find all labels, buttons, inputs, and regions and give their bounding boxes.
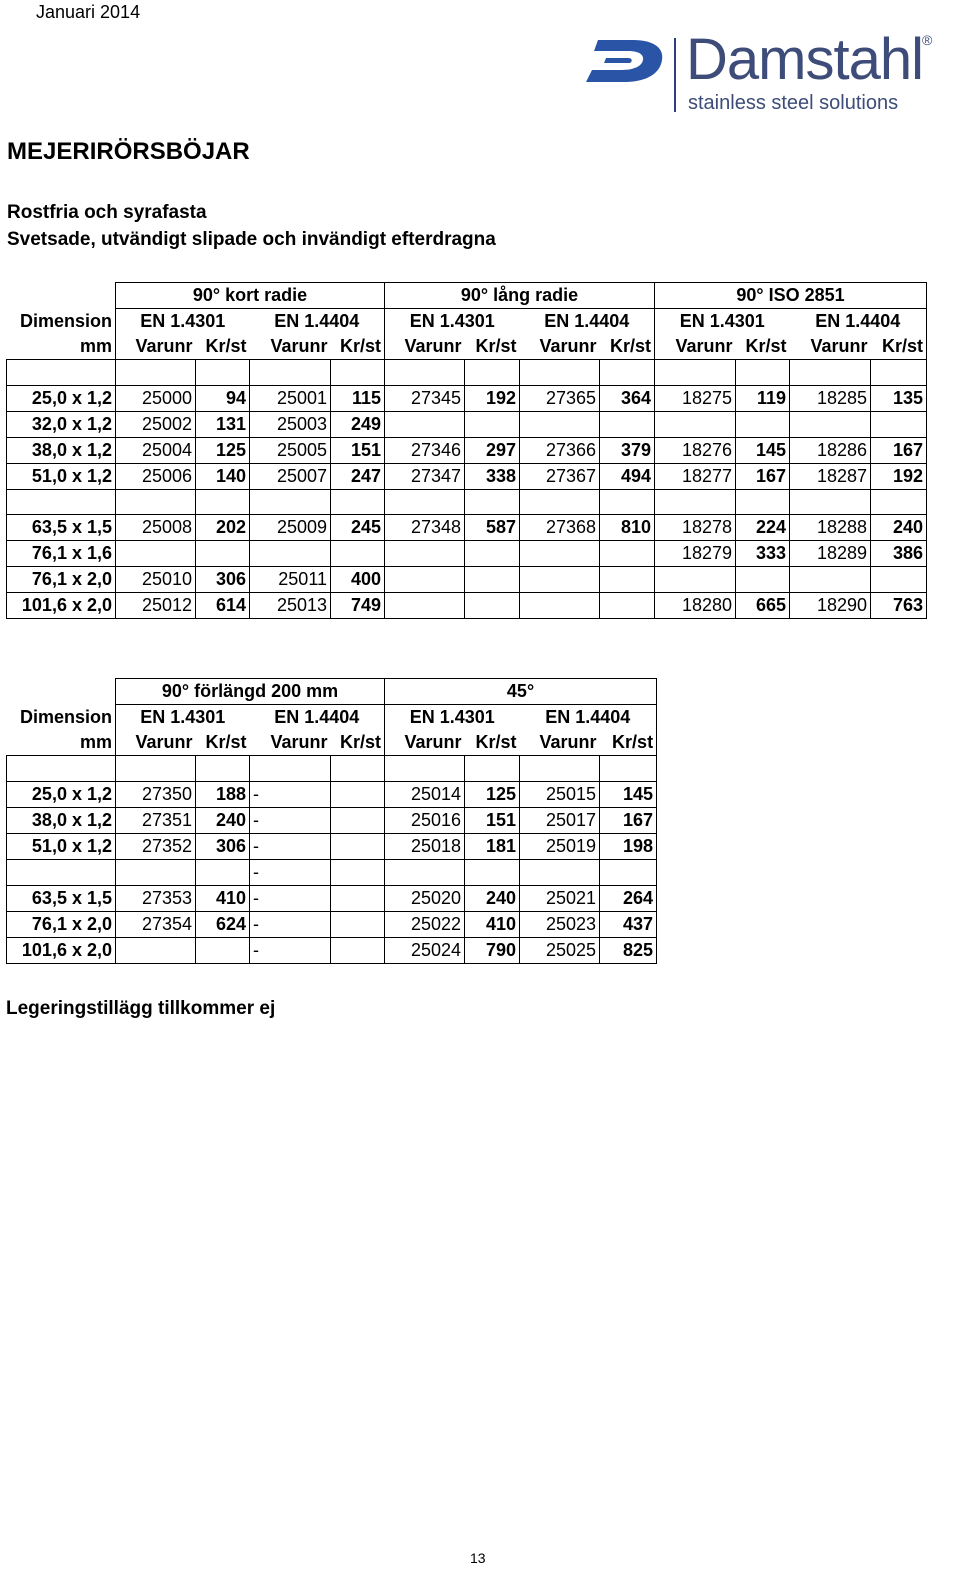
price-cell: 167 <box>871 437 927 463</box>
table-body <box>7 756 657 964</box>
price-cell: 264 <box>600 885 657 911</box>
varunr-cell <box>250 541 331 567</box>
table-row <box>7 781 657 807</box>
group-header: 90° lång radie <box>385 283 655 309</box>
varunr-cell <box>655 567 736 593</box>
subtitle-line-1: Rostfria och syrafasta <box>7 202 207 223</box>
varunr-cell: 25002 <box>116 411 196 437</box>
varunr-cell: 25014 <box>385 781 465 807</box>
dimension-cell: 51,0 x 1,2 <box>7 833 116 859</box>
group-header: 90° förlängd 200 mm <box>116 679 385 705</box>
varunr-cell <box>520 489 600 515</box>
price-cell: 115 <box>331 385 385 411</box>
price-cell: 240 <box>871 515 927 541</box>
dimension-cell: 51,0 x 1,2 <box>7 463 116 489</box>
varunr-cell <box>116 859 196 885</box>
dimension-cell <box>7 756 116 782</box>
price-cell: 140 <box>196 463 250 489</box>
price-cell: 810 <box>600 515 655 541</box>
table-row <box>7 937 657 963</box>
dimension-header: Dimension <box>19 706 112 727</box>
damstahl-mark-icon <box>582 36 666 88</box>
price-cell: 94 <box>196 385 250 411</box>
varunr-cell <box>116 541 196 567</box>
material-header: EN 1.4404 <box>274 707 360 727</box>
price-cell <box>736 567 790 593</box>
varunr-cell: 27368 <box>520 515 600 541</box>
dimension-header: Dimension <box>19 310 112 331</box>
price-cell <box>331 781 385 807</box>
dimension-cell: 25,0 x 1,2 <box>7 385 116 411</box>
price-header: Kr/st <box>196 334 250 360</box>
price-cell <box>600 567 655 593</box>
column-header-row <box>7 334 927 360</box>
material-header: EN 1.4301 <box>655 309 790 335</box>
price-cell <box>465 360 520 386</box>
varunr-header: Varunr <box>520 334 600 360</box>
price-header: Kr/st <box>736 334 790 360</box>
varunr-cell: 25009 <box>250 515 331 541</box>
price-cell <box>600 859 657 885</box>
varunr-cell: 25017 <box>520 807 600 833</box>
price-header: Kr/st <box>465 334 520 360</box>
material-header: EN 1.4404 <box>790 309 927 335</box>
varunr-header: Varunr <box>655 334 736 360</box>
price-table-extended-bends <box>6 678 657 964</box>
price-cell: 192 <box>871 463 927 489</box>
dimension-cell: 63,5 x 1,5 <box>7 885 116 911</box>
price-cell: 192 <box>465 385 520 411</box>
price-cell: 587 <box>465 515 520 541</box>
varunr-cell <box>116 360 196 386</box>
material-header: EN 1.4404 <box>520 705 657 731</box>
price-cell <box>196 756 250 782</box>
varunr-cell: 27351 <box>116 807 196 833</box>
varunr-cell: 25025 <box>520 937 600 963</box>
varunr-header: Varunr <box>520 730 600 756</box>
price-cell: 306 <box>196 833 250 859</box>
empty-cell <box>7 679 116 705</box>
varunr-cell: 25020 <box>385 885 465 911</box>
varunr-cell <box>520 567 600 593</box>
varunr-cell: 25006 <box>116 463 196 489</box>
varunr-cell <box>520 859 600 885</box>
varunr-cell: 25023 <box>520 911 600 937</box>
price-cell: 437 <box>600 911 657 937</box>
varunr-cell: 27348 <box>385 515 465 541</box>
price-cell <box>600 593 655 619</box>
table-row <box>7 489 927 515</box>
varunr-cell: 25003 <box>250 411 331 437</box>
price-header: Kr/st <box>331 334 385 360</box>
empty-cell <box>7 283 116 309</box>
varunr-cell: 25004 <box>116 437 196 463</box>
varunr-cell: 25001 <box>250 385 331 411</box>
price-cell <box>871 567 927 593</box>
table-row <box>7 437 927 463</box>
price-cell: 249 <box>331 411 385 437</box>
dash-cell: - <box>250 859 331 885</box>
dimension-cell <box>7 489 116 515</box>
subtitle-line-2: Svetsade, utvändigt slipade och invändigt efterdragna <box>7 229 496 250</box>
varunr-cell <box>520 756 600 782</box>
price-cell: 131 <box>196 411 250 437</box>
varunr-cell: 18275 <box>655 385 736 411</box>
price-header: Kr/st <box>331 730 385 756</box>
price-cell: 188 <box>196 781 250 807</box>
material-header: EN 1.4301 <box>385 309 520 335</box>
price-cell: 247 <box>331 463 385 489</box>
logo-divider <box>674 38 676 112</box>
varunr-cell: 18290 <box>790 593 871 619</box>
price-cell: 333 <box>736 541 790 567</box>
group-header: 90° kort radie <box>116 283 385 309</box>
price-cell <box>196 859 250 885</box>
price-header: Kr/st <box>465 730 520 756</box>
price-cell: 825 <box>600 937 657 963</box>
varunr-header: Varunr <box>250 334 331 360</box>
varunr-header: Varunr <box>116 730 196 756</box>
price-cell: 297 <box>465 437 520 463</box>
price-cell: 386 <box>871 541 927 567</box>
price-cell: 224 <box>736 515 790 541</box>
price-cell <box>196 541 250 567</box>
brand-tagline: stainless steel solutions <box>688 92 899 114</box>
price-cell: 790 <box>465 937 520 963</box>
varunr-cell <box>520 360 600 386</box>
price-cell: 167 <box>600 807 657 833</box>
price-cell <box>465 567 520 593</box>
table-row <box>7 411 927 437</box>
dimension-cell: 76,1 x 2,0 <box>7 567 116 593</box>
material-header: EN 1.4301 <box>116 309 250 335</box>
varunr-cell: 18289 <box>790 541 871 567</box>
varunr-cell <box>655 360 736 386</box>
price-cell <box>736 411 790 437</box>
price-cell: 410 <box>465 911 520 937</box>
material-header: EN 1.4404 <box>274 311 360 331</box>
price-cell <box>331 859 385 885</box>
varunr-cell <box>790 567 871 593</box>
table-row <box>7 833 657 859</box>
varunr-cell: 27365 <box>520 385 600 411</box>
price-cell <box>331 489 385 515</box>
price-cell: 763 <box>871 593 927 619</box>
varunr-header: Varunr <box>116 334 196 360</box>
varunr-cell: 25015 <box>520 781 600 807</box>
price-cell: 151 <box>465 807 520 833</box>
document-date: Januari 2014 <box>36 2 141 22</box>
price-cell <box>465 541 520 567</box>
table-row <box>7 385 927 411</box>
price-cell <box>600 411 655 437</box>
price-cell <box>600 541 655 567</box>
dimension-cell: 76,1 x 1,6 <box>7 541 116 567</box>
varunr-cell <box>385 411 465 437</box>
registered-mark: ® <box>922 32 933 48</box>
price-cell: 494 <box>600 463 655 489</box>
table-row <box>7 515 927 541</box>
dash-cell: - <box>250 781 331 807</box>
varunr-cell: 25019 <box>520 833 600 859</box>
varunr-cell <box>385 567 465 593</box>
varunr-cell: 18276 <box>655 437 736 463</box>
price-cell <box>196 489 250 515</box>
varunr-cell: 18277 <box>655 463 736 489</box>
varunr-cell <box>250 756 331 782</box>
price-cell <box>331 360 385 386</box>
price-cell: 749 <box>331 593 385 619</box>
dash-cell: - <box>250 807 331 833</box>
unit-header: mm <box>7 730 116 756</box>
varunr-cell: 25021 <box>520 885 600 911</box>
price-cell: 400 <box>331 567 385 593</box>
varunr-cell: 25013 <box>250 593 331 619</box>
price-cell: 364 <box>600 385 655 411</box>
price-cell <box>736 489 790 515</box>
varunr-header: Varunr <box>790 334 871 360</box>
varunr-cell <box>385 859 465 885</box>
varunr-cell <box>520 411 600 437</box>
group-header: 90° ISO 2851 <box>655 283 927 309</box>
varunr-cell <box>520 593 600 619</box>
varunr-cell <box>790 360 871 386</box>
varunr-cell: 27350 <box>116 781 196 807</box>
dash-cell: - <box>250 885 331 911</box>
dimension-cell: 76,1 x 2,0 <box>7 911 116 937</box>
material-header: EN 1.4301 <box>385 705 520 731</box>
price-cell: 240 <box>196 807 250 833</box>
varunr-header: Varunr <box>385 730 465 756</box>
varunr-cell: 25011 <box>250 567 331 593</box>
price-cell <box>465 756 520 782</box>
varunr-cell: 18285 <box>790 385 871 411</box>
varunr-cell: 27353 <box>116 885 196 911</box>
price-cell <box>331 541 385 567</box>
material-header: EN 1.4301 <box>116 705 250 731</box>
varunr-cell: 18286 <box>790 437 871 463</box>
price-cell: 338 <box>465 463 520 489</box>
price-cell: 410 <box>196 885 250 911</box>
price-cell: 125 <box>196 437 250 463</box>
varunr-cell <box>655 489 736 515</box>
varunr-cell: 25018 <box>385 833 465 859</box>
table-row <box>7 756 657 782</box>
footnote: Legeringstillägg tillkommer ej <box>6 998 276 1019</box>
group-header: 45° <box>385 679 657 705</box>
price-cell: 167 <box>736 463 790 489</box>
varunr-cell <box>116 489 196 515</box>
varunr-cell: 27352 <box>116 833 196 859</box>
table-row <box>7 885 657 911</box>
varunr-cell <box>250 360 331 386</box>
varunr-cell: 27367 <box>520 463 600 489</box>
dimension-cell: 101,6 x 2,0 <box>7 593 116 619</box>
group-header-row <box>7 283 927 309</box>
varunr-cell <box>385 593 465 619</box>
price-cell <box>465 593 520 619</box>
table-row <box>7 911 657 937</box>
price-cell <box>465 489 520 515</box>
dimension-cell: 63,5 x 1,5 <box>7 515 116 541</box>
price-cell <box>736 360 790 386</box>
price-cell: 145 <box>736 437 790 463</box>
page-number: 13 <box>470 1550 486 1566</box>
dash-cell: - <box>250 833 331 859</box>
material-header: EN 1.4404 <box>544 311 630 331</box>
table-row <box>7 567 927 593</box>
price-cell <box>331 937 385 963</box>
price-cell: 181 <box>465 833 520 859</box>
price-table-standard-bends <box>6 282 927 619</box>
price-cell: 202 <box>196 515 250 541</box>
varunr-cell: 18287 <box>790 463 871 489</box>
varunr-cell <box>790 489 871 515</box>
varunr-header: Varunr <box>385 334 465 360</box>
table-row <box>7 593 927 619</box>
price-cell <box>871 489 927 515</box>
dimension-cell: 38,0 x 1,2 <box>7 437 116 463</box>
varunr-cell: 18288 <box>790 515 871 541</box>
price-cell: 240 <box>465 885 520 911</box>
price-cell <box>600 360 655 386</box>
varunr-cell: 25016 <box>385 807 465 833</box>
price-cell <box>465 411 520 437</box>
varunr-cell <box>520 541 600 567</box>
table-row <box>7 360 927 386</box>
varunr-cell: 25024 <box>385 937 465 963</box>
price-header: Kr/st <box>600 334 655 360</box>
price-cell: 119 <box>736 385 790 411</box>
varunr-header: Varunr <box>250 730 331 756</box>
price-cell <box>600 489 655 515</box>
page-title: MEJERIRÖRSBÖJAR <box>7 138 250 165</box>
varunr-cell <box>385 756 465 782</box>
price-cell: 135 <box>871 385 927 411</box>
dash-cell: - <box>250 937 331 963</box>
dimension-cell: 38,0 x 1,2 <box>7 807 116 833</box>
varunr-cell <box>385 541 465 567</box>
price-cell <box>196 937 250 963</box>
varunr-cell <box>116 937 196 963</box>
varunr-cell: 25022 <box>385 911 465 937</box>
table-row <box>7 463 927 489</box>
varunr-cell: 18280 <box>655 593 736 619</box>
varunr-cell <box>250 489 331 515</box>
varunr-cell: 27354 <box>116 911 196 937</box>
price-cell <box>196 360 250 386</box>
varunr-cell <box>116 756 196 782</box>
varunr-cell <box>790 411 871 437</box>
brand-name: Damstahl <box>686 27 923 92</box>
price-cell: 665 <box>736 593 790 619</box>
varunr-cell: 27346 <box>385 437 465 463</box>
dimension-cell: 25,0 x 1,2 <box>7 781 116 807</box>
price-cell <box>465 859 520 885</box>
varunr-cell: 27345 <box>385 385 465 411</box>
varunr-cell <box>385 489 465 515</box>
price-cell <box>331 911 385 937</box>
price-cell: 306 <box>196 567 250 593</box>
price-cell <box>331 885 385 911</box>
dimension-cell <box>7 859 116 885</box>
price-cell: 379 <box>600 437 655 463</box>
table-row <box>7 541 927 567</box>
price-cell: 198 <box>600 833 657 859</box>
damstahl-logo <box>582 27 954 120</box>
dimension-cell: 101,6 x 2,0 <box>7 937 116 963</box>
varunr-cell <box>385 360 465 386</box>
price-cell: 614 <box>196 593 250 619</box>
table-row <box>7 859 657 885</box>
varunr-cell: 25008 <box>116 515 196 541</box>
material-header-row <box>7 705 657 731</box>
varunr-cell: 27366 <box>520 437 600 463</box>
price-cell <box>331 807 385 833</box>
price-cell: 624 <box>196 911 250 937</box>
table-body <box>7 360 927 619</box>
column-header-row <box>7 730 657 756</box>
price-header: Kr/st <box>871 334 927 360</box>
price-cell <box>600 756 657 782</box>
price-cell: 125 <box>465 781 520 807</box>
varunr-cell: 25007 <box>250 463 331 489</box>
price-header: Kr/st <box>600 730 657 756</box>
varunr-cell <box>655 411 736 437</box>
price-header: Kr/st <box>196 730 250 756</box>
price-cell: 145 <box>600 781 657 807</box>
price-cell <box>331 833 385 859</box>
unit-header: mm <box>7 334 116 360</box>
price-cell: 245 <box>331 515 385 541</box>
price-cell <box>331 756 385 782</box>
dash-cell: - <box>250 911 331 937</box>
dimension-cell: 32,0 x 1,2 <box>7 411 116 437</box>
group-header-row <box>7 679 657 705</box>
varunr-cell: 27347 <box>385 463 465 489</box>
varunr-cell: 25005 <box>250 437 331 463</box>
price-cell <box>871 411 927 437</box>
varunr-cell: 25010 <box>116 567 196 593</box>
varunr-cell: 25012 <box>116 593 196 619</box>
varunr-cell: 18278 <box>655 515 736 541</box>
dimension-cell <box>7 360 116 386</box>
price-cell <box>871 360 927 386</box>
material-header-row <box>7 309 927 335</box>
price-cell: 151 <box>331 437 385 463</box>
table-row <box>7 807 657 833</box>
varunr-cell: 25000 <box>116 385 196 411</box>
varunr-cell: 18279 <box>655 541 736 567</box>
